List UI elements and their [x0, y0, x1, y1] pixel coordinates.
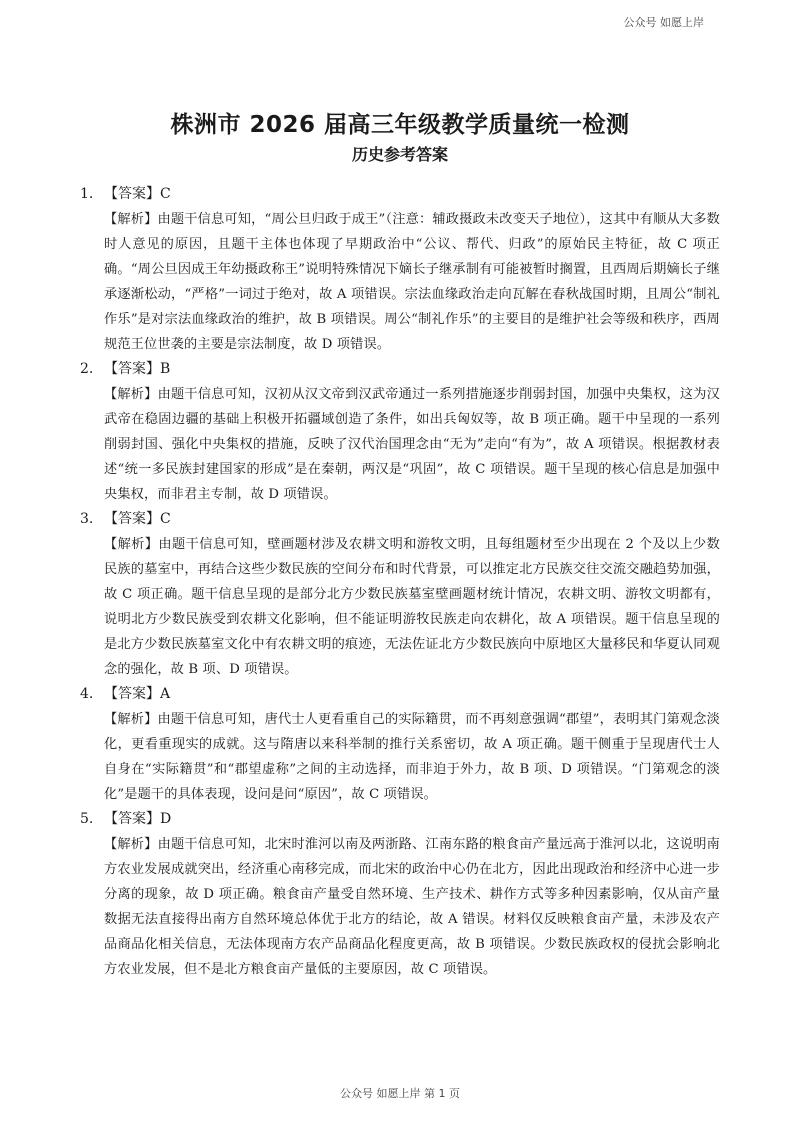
question-number: 4.: [80, 686, 94, 702]
answer-label: 【答案】: [104, 186, 160, 202]
answer-item-1: [80, 182, 720, 357]
analysis-text: 由题干信息可知，北宋时淮河以南及两浙路、江南东路的粮食亩产量远高于淮河以北，这说明南方农业发展成就突出，经济重心南移完成，而北宋的政治中心仍在北方，因此出现政治和经济中心进一步分离的现象，故 D 项正确。粮食亩产量受自然环境、生产技术、耕作方式等多种因素影响，仅从亩产量数据无法直接得出南方自然环境总体优于北方的结论，故 A 错误。材料仅反映粮食亩产量，未涉及农产品商品化相关信息，无法体现南方农产品商品化程度更高，故 B 项错误。少数民族政权的侵扰会影响北方农业发展，但不是北方粮食亩产量低的主要原因，故 C 项错误。: [104, 837, 720, 977]
analysis-text: 由题干信息可知，唐代士人更看重自己的实际籍贯，而不再刻意强调“郡望”，表明其门第观念淡化，更看重现实的成就。这与隋唐以来科举制的推行关系密切，故 A 项正确。题干侧重于呈现唐代士人自身在“实际籍贯”和“郡望虚称”之间的主动选择，而非迫于外力，故 B 项、D 项错误。“门第观念的淡化”是题干的具体表现，设问是问“原因”，故 C 项错误。: [104, 712, 720, 802]
analysis-text: 由题干信息可知，“周公旦归政于成王”（注意：辅政摄政未改变天子地位），这其中有顺从大多数时人意见的原因，且题干主体也体现了早期政治中“公议、帮代、归政”的原始民主特征，故 C 项正确。“周公旦因成王年幼摄政称王”说明特殊情况下嫡长子继承制有可能被暂时搁置，且西周后期嫡长子继承逐渐松动，“严格”一词过于绝对，故 A 项错误。宗法血缘政治走向瓦解在春秋战国时期，且周公“制礼作乐”是对宗法血缘政治的维护，故 B 项错误。周公“制礼作乐”的主要目的是维护社会等级和秩序，西周规范王位世袭的主要是宗法制度，故 D 项错误。: [104, 212, 720, 352]
analysis-paragraph: [104, 832, 720, 982]
answer-line: [80, 682, 720, 707]
answer-line: [80, 182, 720, 207]
analysis-text: 由题干信息可知，汉初从汉文帝到汉武帝通过一系列措施逐步削弱封国，加强中央集权，这为汉武帝在稳固边疆的基础上积极开拓疆域创造了条件，如出兵匈奴等，故 B 项正确。题干中呈现的一系列削弱封国、强化中央集权的措施，反映了汉代治国理念由“无为”走向“有为”，故 A 项错误。根据教材表述“统一多民族封建国家的形成”是在秦朝，两汉是“巩固”，故 C 项错误。题干呈现的核心信息是加强中央集权，而非君主专制，故 D 项错误。: [104, 387, 720, 502]
answer-line: [80, 357, 720, 382]
answer-item-3: [80, 507, 720, 682]
answer-line: [80, 807, 720, 832]
answer-value: B: [160, 361, 171, 377]
answer-list: [80, 182, 720, 982]
analysis-paragraph: [104, 707, 720, 807]
analysis-label: 【解析】: [104, 387, 158, 402]
analysis-paragraph: [104, 207, 720, 357]
question-number: 2.: [80, 361, 94, 377]
answer-label: 【答案】: [104, 361, 160, 377]
answer-value: C: [160, 186, 171, 202]
analysis-label: 【解析】: [104, 212, 158, 227]
answer-label: 【答案】: [104, 811, 160, 827]
answer-item-4: [80, 682, 720, 807]
analysis-paragraph: [104, 532, 720, 682]
analysis-label: 【解析】: [104, 837, 158, 852]
question-number: 1.: [80, 186, 94, 202]
answer-value: D: [160, 811, 172, 827]
page-title: 株洲市 2026 届高三年级教学质量统一检测: [170, 112, 630, 138]
analysis-label: 【解析】: [104, 537, 159, 552]
question-number: 5.: [80, 811, 94, 827]
analysis-paragraph: [104, 382, 720, 507]
answer-label: 【答案】: [104, 686, 160, 702]
page-subtitle: 历史参考答案: [351, 145, 448, 164]
answer-value: A: [160, 686, 171, 702]
answer-value: C: [160, 511, 171, 527]
header-watermark: 公众号 如愿上岸: [623, 16, 704, 29]
answer-label: 【答案】: [104, 511, 160, 527]
answer-line: [80, 507, 720, 532]
analysis-label: 【解析】: [104, 712, 158, 727]
analysis-text: 由题干信息可知，壁画题材涉及农耕文明和游牧文明，且每组题材至少出现在 2 个及以上少数民族的墓室中，再结合这些少数民族的空间分布和时代背景，可以推定北方民族交往交流交融趋势加强，故 C 项正确。题干信息呈现的是部分北方少数民族墓室壁画题材统计情况，农耕文明、游牧文明都有，说明北方少数民族受到农耕文化影响，但不能证明游牧民族走向农耕化，故 A 项错误。题干信息呈现的是北方少数民族墓室文化中有农耕文明的痕迹，无法佐证北方少数民族向中原地区大量移民和华夏认同观念的强化，故 B 项、D 项错误。: [104, 537, 720, 677]
answer-item-5: [80, 807, 720, 982]
question-number: 3.: [80, 511, 94, 527]
answer-item-2: [80, 357, 720, 507]
page-footer: 公众号 如愿上岸 第 1 页: [340, 1087, 460, 1100]
